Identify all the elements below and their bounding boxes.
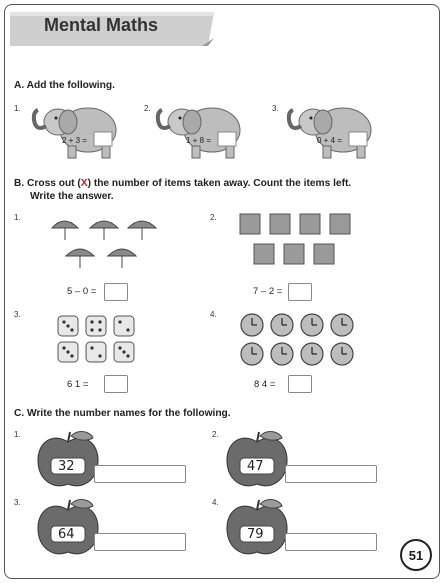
section-b-heading bbox=[14, 178, 424, 189]
c-item-4-answer-box[interactable] bbox=[285, 533, 377, 551]
b-item-3-expression: 6 1 = bbox=[67, 379, 89, 390]
elephant-icon bbox=[283, 98, 378, 160]
section-b-heading-pre: B. Cross out ( bbox=[14, 178, 81, 189]
b-item-2-number: 2. bbox=[210, 213, 217, 222]
b-item-1-answer-box[interactable] bbox=[104, 283, 128, 301]
a-item-1-expression: 2 + 3 = bbox=[62, 136, 87, 145]
a-item-3-number: 3. bbox=[272, 104, 279, 113]
c-item-3-value: 64 bbox=[58, 527, 75, 542]
c-item-3-answer-box[interactable] bbox=[94, 533, 186, 551]
elephant-icon bbox=[152, 98, 247, 160]
dice-group bbox=[56, 314, 136, 366]
c-item-3-number: 3. bbox=[14, 498, 21, 507]
b-item-1-number: 1. bbox=[14, 213, 21, 222]
clock-icon bbox=[241, 314, 353, 365]
a-item-2-expression: 1 + 8 = bbox=[186, 136, 211, 145]
page-number-badge bbox=[400, 539, 432, 571]
section-b-heading-post: ) the number of items taken away. Count the items left. bbox=[87, 178, 352, 189]
page-title: Mental Maths bbox=[44, 15, 159, 35]
dice-icon bbox=[58, 316, 134, 362]
a-item-1-number: 1. bbox=[14, 104, 21, 113]
b-item-4-number: 4. bbox=[210, 310, 217, 319]
b-item-4-expression: 8 4 = bbox=[254, 379, 276, 390]
c-item-1-value: 32 bbox=[58, 459, 75, 474]
cross-mark: X bbox=[80, 178, 88, 189]
c-item-2-number: 2. bbox=[212, 430, 219, 439]
page-number: 51 bbox=[408, 547, 424, 563]
cube-icon bbox=[240, 214, 350, 264]
section-a-heading: A. Add the following. bbox=[14, 80, 115, 91]
c-item-1-number: 1. bbox=[14, 430, 21, 439]
umbrella-icon bbox=[52, 221, 156, 268]
b-item-3-answer-box[interactable] bbox=[104, 375, 128, 393]
a-item-2-number: 2. bbox=[144, 104, 151, 113]
b-item-2-answer-box[interactable] bbox=[288, 283, 312, 301]
c-item-2-answer-box[interactable] bbox=[285, 465, 377, 483]
section-b-subheading: Write the answer. bbox=[30, 191, 114, 202]
b-item-3-number: 3. bbox=[14, 310, 21, 319]
b-item-2-expression: 7 – 2 = bbox=[253, 286, 283, 297]
elephant-icon bbox=[28, 98, 123, 160]
b-item-4-answer-box[interactable] bbox=[288, 375, 312, 393]
c-item-1-answer-box[interactable] bbox=[94, 465, 186, 483]
c-item-4-value: 79 bbox=[247, 527, 264, 542]
b-item-1-expression: 5 – 0 = bbox=[67, 286, 97, 297]
cube-group bbox=[236, 210, 356, 270]
a-item-3-expression: 0 + 4 = bbox=[317, 136, 342, 145]
c-item-4-number: 4. bbox=[212, 498, 219, 507]
umbrella-group bbox=[50, 214, 162, 276]
clock-group bbox=[238, 312, 358, 368]
section-c-heading: C. Write the number names for the following. bbox=[14, 408, 231, 419]
c-item-2-value: 47 bbox=[247, 459, 264, 474]
